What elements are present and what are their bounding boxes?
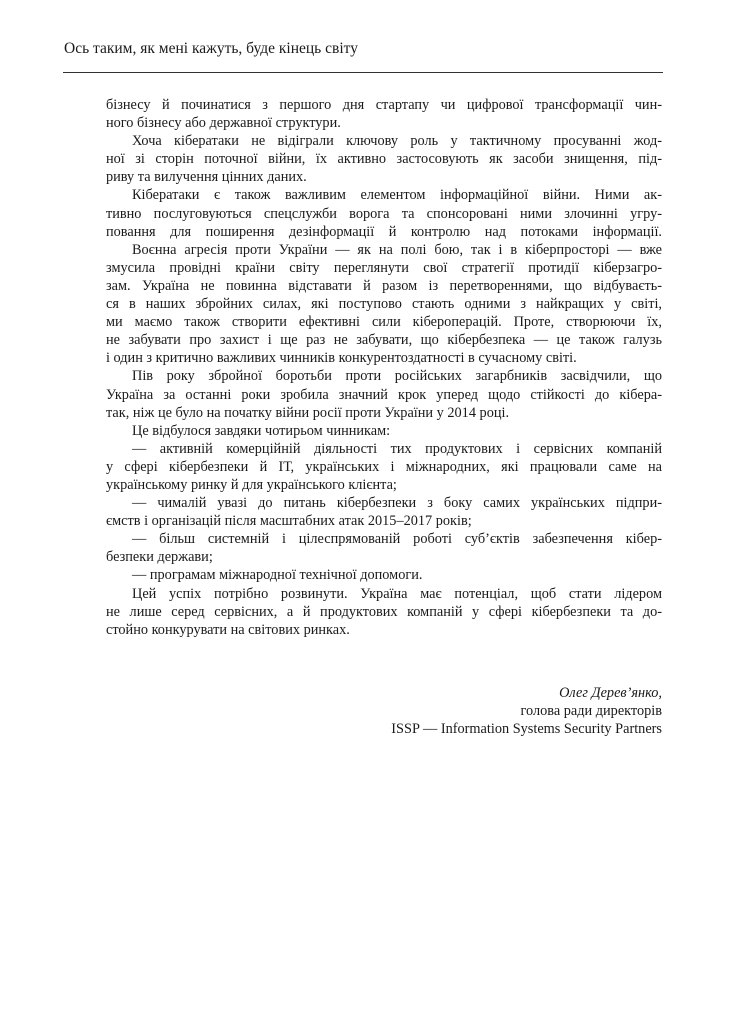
text-line: — більш системній і цілеспрямованій роботі суб’єктів забезпечення кібер- <box>132 531 662 548</box>
header-divider <box>63 72 663 73</box>
text-line: безпеки держави; <box>106 549 213 566</box>
text-line: — чималій увазі до питань кібербезпеки з боку самих українських підпри- <box>132 495 662 512</box>
body-text <box>106 96 662 639</box>
text-line: так, ніж це було на початку війни росії проти України у 2014 році. <box>106 404 510 421</box>
text-line: Україна за останні роки зробила значний крок уперед щодо стійкості до кібера- <box>106 386 662 403</box>
author-name: Олег Дерев’янко, <box>559 685 662 701</box>
text-line: Хоча кібератаки не відіграли ключову роль у тактичному просуванні жод- <box>132 133 662 150</box>
text-line: зам. Україна не повинна відставати й разом із перетвореннями, що відбуваєть- <box>106 277 662 294</box>
text-line: ного бізнесу або державної структури. <box>106 115 341 132</box>
text-line: повання для поширення дезінформації й контролю над потоками інформації. <box>106 223 662 240</box>
text-line: Пів року збройної боротьби проти російських загарбників засвідчили, що <box>132 368 662 385</box>
author-title: голова ради директорів <box>520 703 662 720</box>
text-line: риву та вилучення цінних даних. <box>106 169 307 186</box>
text-line: тивно послуговуються спецслужби ворога та спонсоровані ними злочинні угру- <box>106 205 662 222</box>
text-line: ємств і організацій після масштабних атак 2015–2017 років; <box>106 513 472 530</box>
text-line: — активній комерційній діяльності тих продуктових і сервісних компаній <box>132 440 662 457</box>
text-line: і один з критично важливих чинників конкурентоздатності в сучасному світі. <box>106 350 577 367</box>
text-line: не лише серед сервісних, а й продуктових компаній у сфері кібербезпеки та до- <box>106 603 662 620</box>
text-line: Це відбулося завдяки чотирьом чинникам: <box>132 422 391 439</box>
text-line: у сфері кібербезпеки й ІТ, українських і міжнародних, які працювали саме на <box>106 458 662 475</box>
text-line: — програмам міжнародної технічної допомоги. <box>132 567 423 584</box>
text-line: ної зі сторін поточної війни, їх активно застосовують як засоби знищення, під- <box>106 151 662 168</box>
text-line: українському ринку й для українського клієнта; <box>106 476 397 493</box>
signature-block <box>391 684 662 738</box>
text-line: бізнесу й починатися з першого дня стартапу чи цифрової трансформації чин- <box>106 97 662 113</box>
author-organization: ISSP — Information Systems Security Partners <box>391 721 662 738</box>
text-line: Кібератаки є також важливим елементом інформаційної війни. Ними ак- <box>132 187 662 204</box>
text-line: Цей успіх потрібно розвинути. Україна має потенціал, щоб стати лідером <box>132 585 662 602</box>
text-line: стойно конкурувати на світових ринках. <box>106 621 350 638</box>
text-line: не забувати про захист і ще раз не забувати, що кібербезпека — це також галузь <box>106 332 662 349</box>
text-line: Воєнна агресія проти України — як на полі бою, так і в кіберпросторі — вже <box>132 241 662 258</box>
text-line: ми маємо також створити ефективні сили кібероперацій. Проте, створюючи їх, <box>106 314 662 331</box>
text-line: змусила провідні країни світу переглянути свої стратегії протидії кіберзагро- <box>106 259 662 276</box>
running-header: Ось таким, як мені кажуть, буде кінець світу <box>64 40 358 57</box>
text-line: ся в наших збройних силах, які поступово стають одними з найкращих у світі, <box>106 296 662 313</box>
